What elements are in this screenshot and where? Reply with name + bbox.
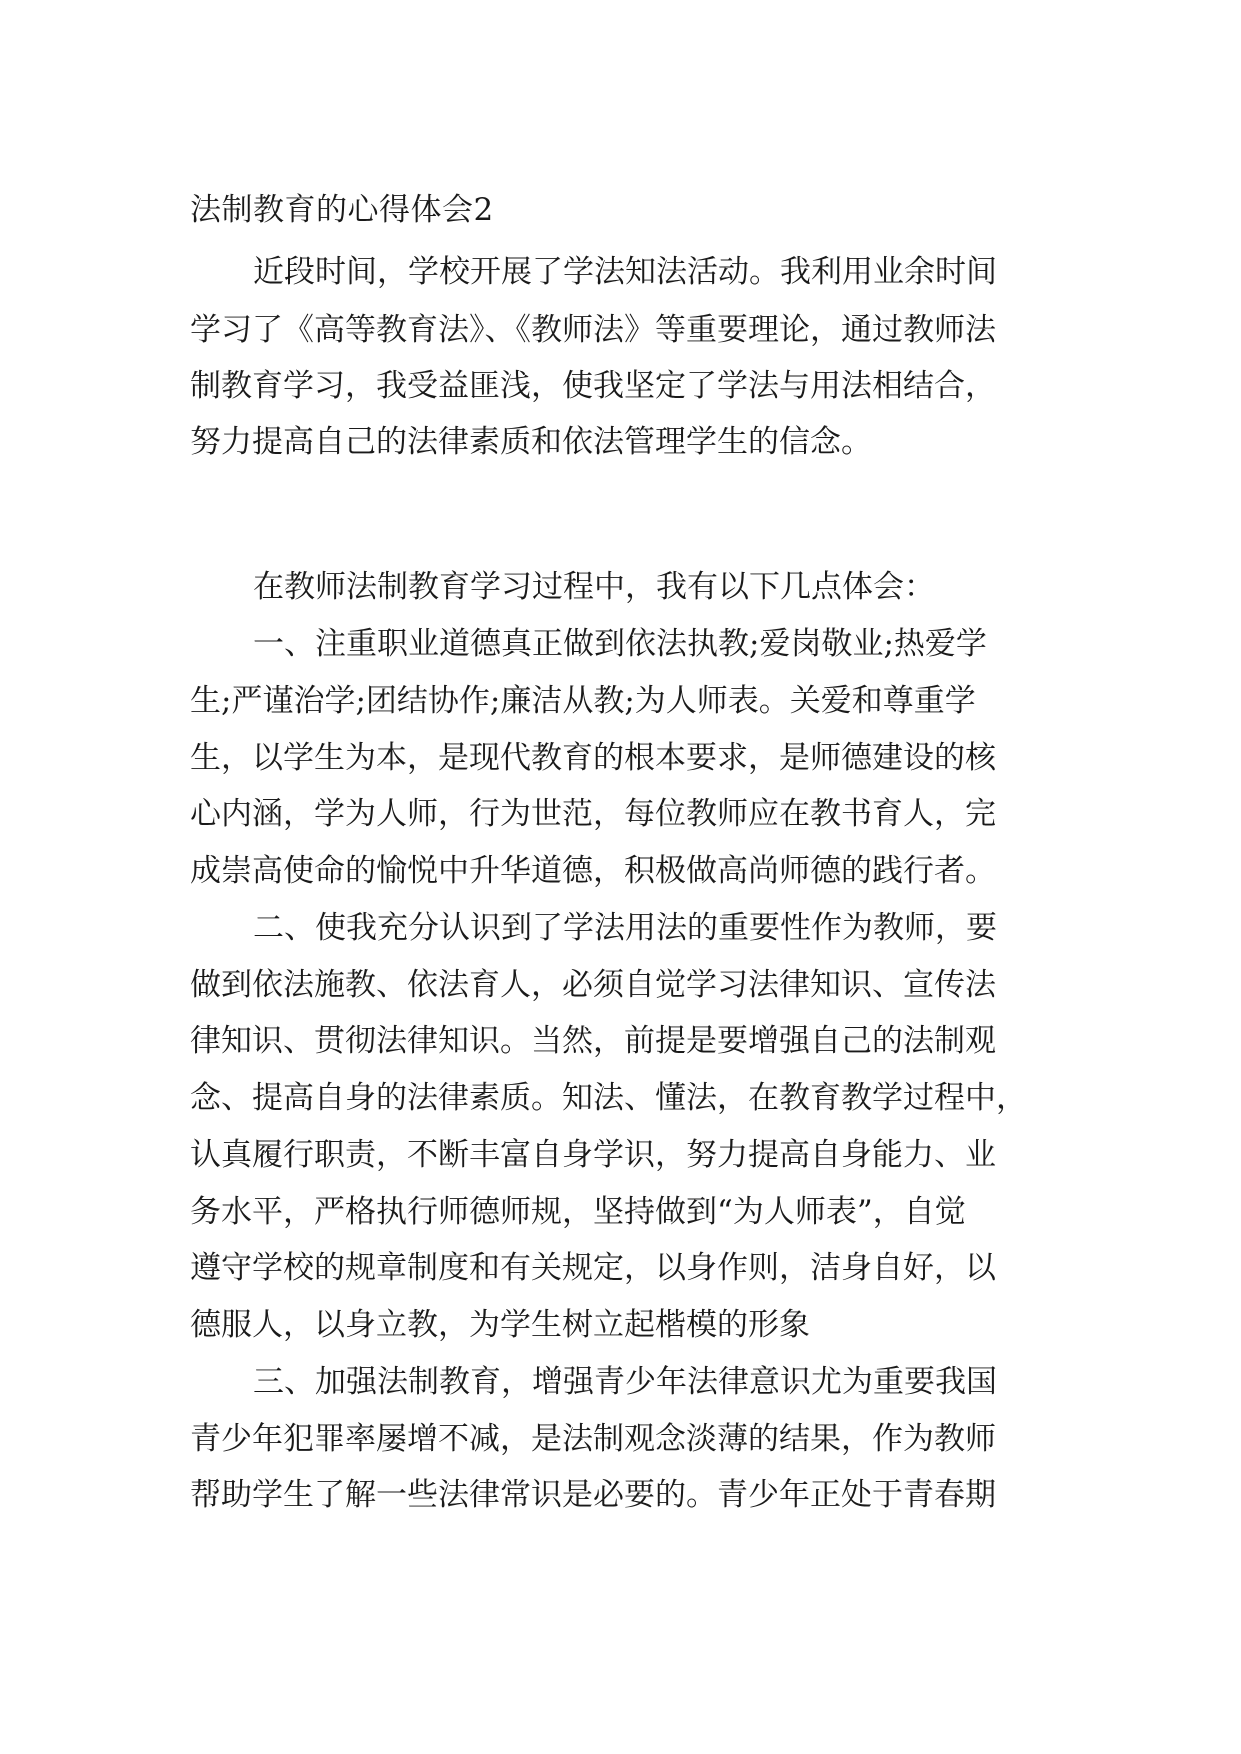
paragraph-4-line-8: 德服人，以身立教，为学生树立起楷模的形象 [190, 1307, 810, 1343]
paragraph-1-line-1: 近段时间，学校开展了学法知法活动。我利用业余时间 [253, 254, 997, 290]
paragraph-1-line-4: 努力提高自己的法律素质和依法管理学生的信念。 [190, 424, 872, 460]
paragraph-5-line-2: 青少年犯罪率屡增不减，是法制观念淡薄的结果，作为教师 [190, 1421, 996, 1457]
paragraph-4-line-1: 二、使我充分认识到了学法用法的重要性作为教师，要 [253, 910, 997, 946]
paragraph-5-line-1: 三、加强法制教育，增强青少年法律意识尤为重要我国 [253, 1364, 997, 1400]
paragraph-3-line-1: 一、注重职业道德真正做到依法执教;爱岗敬业;热爱学 [253, 626, 987, 662]
paragraph-3-line-2: 生;严谨治学;团结协作;廉洁从教;为人师表。关爱和尊重学 [190, 683, 976, 719]
paragraph-4-line-5: 认真履行职责，不断丰富自身学识，努力提高自身能力、业 [190, 1137, 996, 1173]
paragraph-1-line-3: 制教育学习，我受益匪浅，使我坚定了学法与用法相结合， [190, 368, 996, 404]
paragraph-4-line-2: 做到依法施教、依法育人，必须自觉学习法律知识、宣传法 [190, 967, 996, 1003]
paragraph-5-line-3: 帮助学生了解一些法律常识是必要的。青少年正处于青春期 [190, 1477, 996, 1513]
paragraph-4-line-6: 务水平，严格执行师德师规，坚持做到“为人师表”，自觉 [190, 1194, 966, 1230]
paragraph-4-line-3: 律知识、贯彻法律知识。当然，前提是要增强自己的法制观 [190, 1023, 996, 1059]
paragraph-4-line-4: 念、提高自身的法律素质。知法、懂法，在教育教学过程中， [190, 1080, 1027, 1116]
paragraph-4-line-7: 遵守学校的规章制度和有关规定，以身作则，洁身自好，以 [190, 1250, 996, 1286]
paragraph-3-line-3: 生，以学生为本，是现代教育的根本要求，是师德建设的核 [190, 740, 996, 776]
paragraph-1-line-2: 学习了《高等教育法》、《教师法》等重要理论，通过教师法 [190, 312, 996, 348]
paragraph-3-line-4: 心内涵，学为人师，行为世范，每位教师应在教书育人，完 [190, 796, 996, 832]
paragraph-2-line-1: 在教师法制教育学习过程中，我有以下几点体会： [253, 569, 935, 605]
paragraph-3-line-5: 成崇高使命的愉悦中升华道德，积极做高尚师德的践行者。 [190, 853, 996, 889]
document-title: 法制教育的心得体会2 [190, 192, 494, 228]
